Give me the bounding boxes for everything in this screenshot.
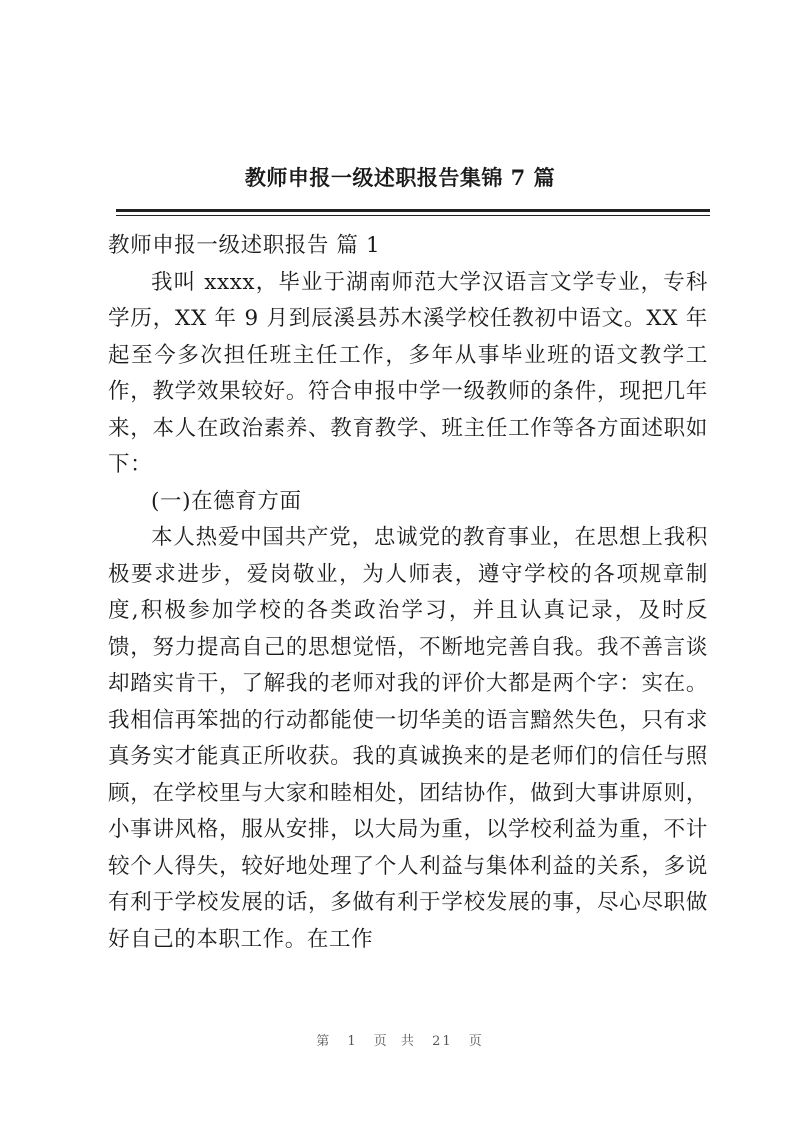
footer-total-pages: 21 bbox=[432, 1034, 453, 1049]
title-underline-thin bbox=[116, 215, 710, 216]
subheading-moral-education: (一)在德育方面 bbox=[151, 488, 302, 514]
footer-mid: 页 共 bbox=[373, 1034, 416, 1049]
title-underline-thick bbox=[116, 209, 710, 212]
page-footer bbox=[0, 1030, 800, 1049]
document-title: 教师申报一级述职报告集锦 7 篇 bbox=[244, 165, 556, 190]
paragraph-intro: 我叫 xxxx，毕业于湖南师范大学汉语言文学专业，专科学历，XX 年 9 月到辰溪县苏木溪学校任教初中语文。XX 年起至今多次担任班主任工作，多年从事毕业班的语文教学工作，教学效果较好。符合申报中学一级教师的条件，现把几年来，本人在政治素养、教育教学、班主任工作等各方面述职如下： bbox=[108, 269, 708, 477]
paragraph-moral-education: 本人热爱中国共产党，忠诚党的教育事业，在思想上我积极要求进步，爱岗敬业，为人师表，遵守学校的各项规章制度,积极参加学校的各类政治学习，并且认真记录，及时反馈，努力提高自己的思想觉悟，不断地完善自我。我不善言谈却踏实肯干，了解我的老师对我的评价大都是两个字：实在。我相信再笨拙的行动都能使一切华美的语言黯然失色，只有求真务实才能真正所收获。我的真诚换来的是老师们的信任与照顾，在学校里与大家和睦相处，团结协作，做到大事讲原则，小事讲风格，服从安排，以大局为重，以学校利益为重，不计较个人得失，较好地处理了个人利益与集体利益的关系，多说有利于学校发展的话，多做有利于学校发展的事，尽心尽职做好自己的本职工作。在工作 bbox=[108, 525, 708, 952]
document-body bbox=[108, 228, 708, 958]
footer-current-page: 1 bbox=[347, 1034, 358, 1049]
section-heading: 教师申报一级述职报告 篇 1 bbox=[108, 233, 381, 258]
footer-suffix: 页 bbox=[468, 1034, 484, 1049]
footer-prefix: 第 bbox=[316, 1034, 332, 1049]
